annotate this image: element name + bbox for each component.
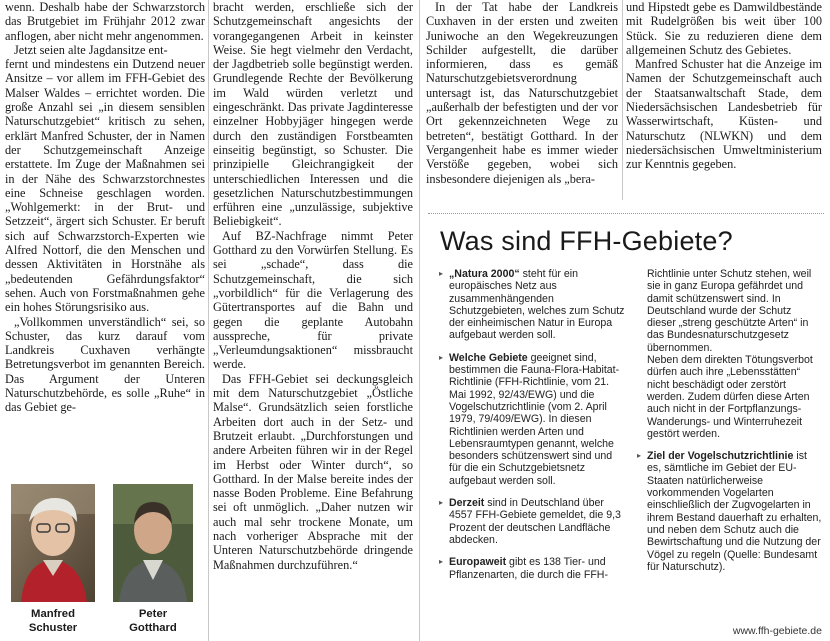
column-rule — [622, 0, 623, 200]
paragraph: bracht werden, erschließe sich der Schutzgemeinschaft angesichts der vorangegangenen Arbeit in keinster Weise. Sie hegt vielmehr den Verdacht, der Jagdbetrieb solle begünstigt werden. Grundlegende Rechte der Bevölkerung im Wald würden verletzt und eingeschränkt. Das private Jagdinteresse einzelner Hobbyjäger hingegen werde durch den zuständigen Forstbeamten einseitig begünstigt, so Schuster. Die prinzipielle Gleichrangigkeit der unterschiedlichen Interessen und die gesetzlichen Naturschutzbestimmungen erführen eine „unzulässige, subjektive Beliebigkeit“. — [213, 0, 413, 229]
paragraph: und Hipstedt gebe es Damwildbestände mit Rudelgrößen bis weit über 100 Stück. Sie zu reduzieren diene dem allgemeinen Schutz des Gebietes. — [626, 0, 822, 57]
caption-last-name: Schuster — [28, 621, 78, 634]
info-item-lead: Derzeit — [449, 497, 485, 510]
info-item-lead: „Natura 2000“ — [449, 268, 520, 280]
article-column-4 — [626, 0, 822, 172]
info-item-text: sind in Deutschland über 4557 FFH-Gebiete gemeldet, die 9,3 Prozent der deutschen Landfläche abdecken. — [449, 497, 621, 546]
info-item-continued: Richtlinie unter Schutz stehen, weil sie in ganz Europa gefährdet und damit schützenswert sind. In Deutschland wurde der Schutz dieser „streng geschützte Arten“ in das Bundesnaturschutzgesetz übernommen. — [647, 268, 812, 354]
triangle-bullet-icon: ▸ — [439, 557, 444, 567]
caption-first-name: Manfred — [31, 608, 75, 620]
caption-last-name: Gotthard — [129, 621, 177, 634]
info-item-continued: Neben dem direkten Tötungsverbot dürfen auch ihre „Lebensstätten“ nicht beschädigt oder zerstört werden. Zudem dürfen diese Arten auch nicht in der Fortpflanzungs- Wanderungs- und Winterruhezeit gestört werden. — [647, 354, 813, 440]
triangle-bullet-icon: ▸ — [439, 352, 444, 362]
paragraph: „Vollkommen unverständlich“ sei, so Schuster, das kurz darauf vom Landkreis Cuxhaven verhängte Betretungsverbot im genannten Bereich. Das Argument der Unteren Naturschutzbehörde, es solle „Ruhe“ in das Gebiet ge- — [5, 314, 205, 415]
info-item-lead: Europaweit — [449, 556, 507, 569]
photo-caption — [113, 608, 193, 635]
info-item-text: ist es, sämtliche im Gebiet der EU-Staaten natürlicherweise vorkommenden Vogelarten einschließlich der Zugvogelarten in ihrem Bestand dauerhaft zu erhalten, und neben dem Schutz auch die Bewirtschaftung und die Nutzung der Vögel zu regeln (Quelle: Bundesamt für Naturschutz). — [647, 450, 822, 573]
paragraph: In der Tat habe der Landkreis Cuxhaven in der ersten und zweiten Juniwoche an den Wegekreuzungen Schilder aufgestellt, die darüber informieren, dass es gemäß Naturschutzgebietsverordnung untersagt ist, das Naturschutzgebiet „außerhalb der befestigten und der vor Ort gekennzeichneten Wege zu betreten“, bestätigt Gotthard. In der Vergangenheit habe es immer wieder Verstöße gegeben, wobei sich insbesondere diejenigen als „bera- — [426, 0, 618, 186]
info-item-lead: Welche Gebiete — [449, 351, 528, 364]
paragraph: fernt und mindestens ein Dutzend neuer Ansitze – vor allem im FFH-Gebiet des Malser Waldes – errichtet worden. Die große Anzahl sei „in diesem sensiblen Naturschutzgebiet“ kritisch zu sehen, erklärt Manfred Schuster, der in Namen der Schutzgemeinschaft Anzeige erstattete. Im Zuge der Maßnahmen sei in der Nähe des Schwarzstorchnestes eine Schneise geschlagen worden. „Wohlgemerkt: in der Brut- und Setzzeit“, ärgert sich Schuster. Er beruft sich auf Schwarzstorch-Experten wie Alfred Nottorf, die den Menschen und dessen Aktivitäten in Horstnähe als „bedeutenden Gefährdungsfaktor“ sehen. Auch von Forstmaßnahmen gehe ein hohes Störungsrisiko aus. — [5, 57, 205, 315]
paragraph: Jetzt seien alte Jagdansitze ent- — [14, 42, 168, 57]
article-column-2 — [213, 0, 413, 572]
info-box-column-1 — [439, 268, 625, 591]
triangle-bullet-icon: ▸ — [439, 498, 444, 508]
column-rule — [419, 0, 420, 641]
info-box-column-2 — [637, 268, 823, 583]
info-item — [439, 352, 625, 487]
triangle-bullet-icon: ▸ — [637, 451, 642, 461]
paragraph: Das FFH-Gebiet sei deckungsgleich mit dem Naturschutzgebiet „Östliche Malse“. Grundsätzlich seien forstliche Arbeiten dort auch in der Setz- und Brutzeit erlaubt. „Durchforstungen und andere Arbeiten führen wir in der Regel im Herbst oder Winter durch“, so Gotthard. In der Malse bereite indes der nasse Boden Probleme. Eine Befahrung sei oft unmöglich. „Daher nutzen wir auch mal sehr trockene Monate, um nach vorheriger Absprache mit der Unteren Naturschutzbehörde dringende Maßnahmen durchzuführen.“ — [213, 371, 413, 572]
article-column-3 — [426, 0, 618, 186]
info-item — [439, 497, 625, 546]
triangle-bullet-icon: ▸ — [439, 269, 444, 278]
box-title: Was sind FFH-Gebiete? — [440, 226, 733, 256]
paragraph: Auf BZ-Nachfrage nimmt Peter Gotthard zu den Vorwürfen Stellung. Es sei „schade“, dass die Schutzgemeinschaft, die sich „vorbildlich“ für die Verlagerung des Gütertransportes auf die Bahn und gegen die geplante Autobahn ausspreche, für private „Verleumdungsaktionen“ missbraucht werde. — [213, 228, 413, 372]
column-rule — [208, 0, 209, 641]
source-url: www.ffh-gebiete.de — [732, 625, 822, 637]
paragraph: wenn. Deshalb habe der Schwarzstorch das Brutgebiet im Frühjahr 2012 zwar anflogen, aber nicht mehr angenommen. — [5, 0, 205, 43]
portrait-photo-schuster — [11, 484, 95, 602]
info-item-text: geeignet sind, bestimmen die Fauna-Flora-Habitat-Richtlinie (FFH-Richtlinie, vom 21. Mai 1992, 92/43/EWG) und die Vogelschutzrichtlinie (vom 2. April 1979, 79/409/EWG). In diesen Richtlinien werden Arten und Lebensraumtypen genannt, welche besonders schützenswert sind und für die ein Schutzgebietsnetz aufgebaut werden soll. — [449, 351, 620, 487]
info-item-text: steht für ein europäisches Netz aus zusammenhängenden Schutzgebieten, welches zum Schutz der einheimischen Natur in Europa aufgebaut werden soll. — [449, 268, 625, 342]
info-item-text: gibt es 138 Tier- und Pflanzenarten, die durch die FFH- — [449, 556, 608, 581]
box-divider — [428, 213, 824, 214]
info-item-lead: Ziel der Vogelschutzrichtlinie — [647, 450, 794, 463]
info-item — [439, 268, 625, 342]
info-item — [637, 450, 823, 573]
info-item — [439, 556, 625, 581]
paragraph: Manfred Schuster hat die Anzeige im Namen der Schutzgemeinschaft auch der Staatsanwaltschaft Stade, dem Niedersächsischen Landesbetrieb für Wasserwirtschaft, Küsten- und Naturschutz (NLWKN) und dem niedersächsischen Umweltministerium zur Kenntnis gegeben. — [626, 57, 822, 172]
portrait-photo-gotthard — [113, 484, 193, 602]
caption-first-name: Peter — [138, 608, 168, 620]
photo-caption — [11, 608, 95, 635]
article-column-1 — [5, 0, 205, 415]
